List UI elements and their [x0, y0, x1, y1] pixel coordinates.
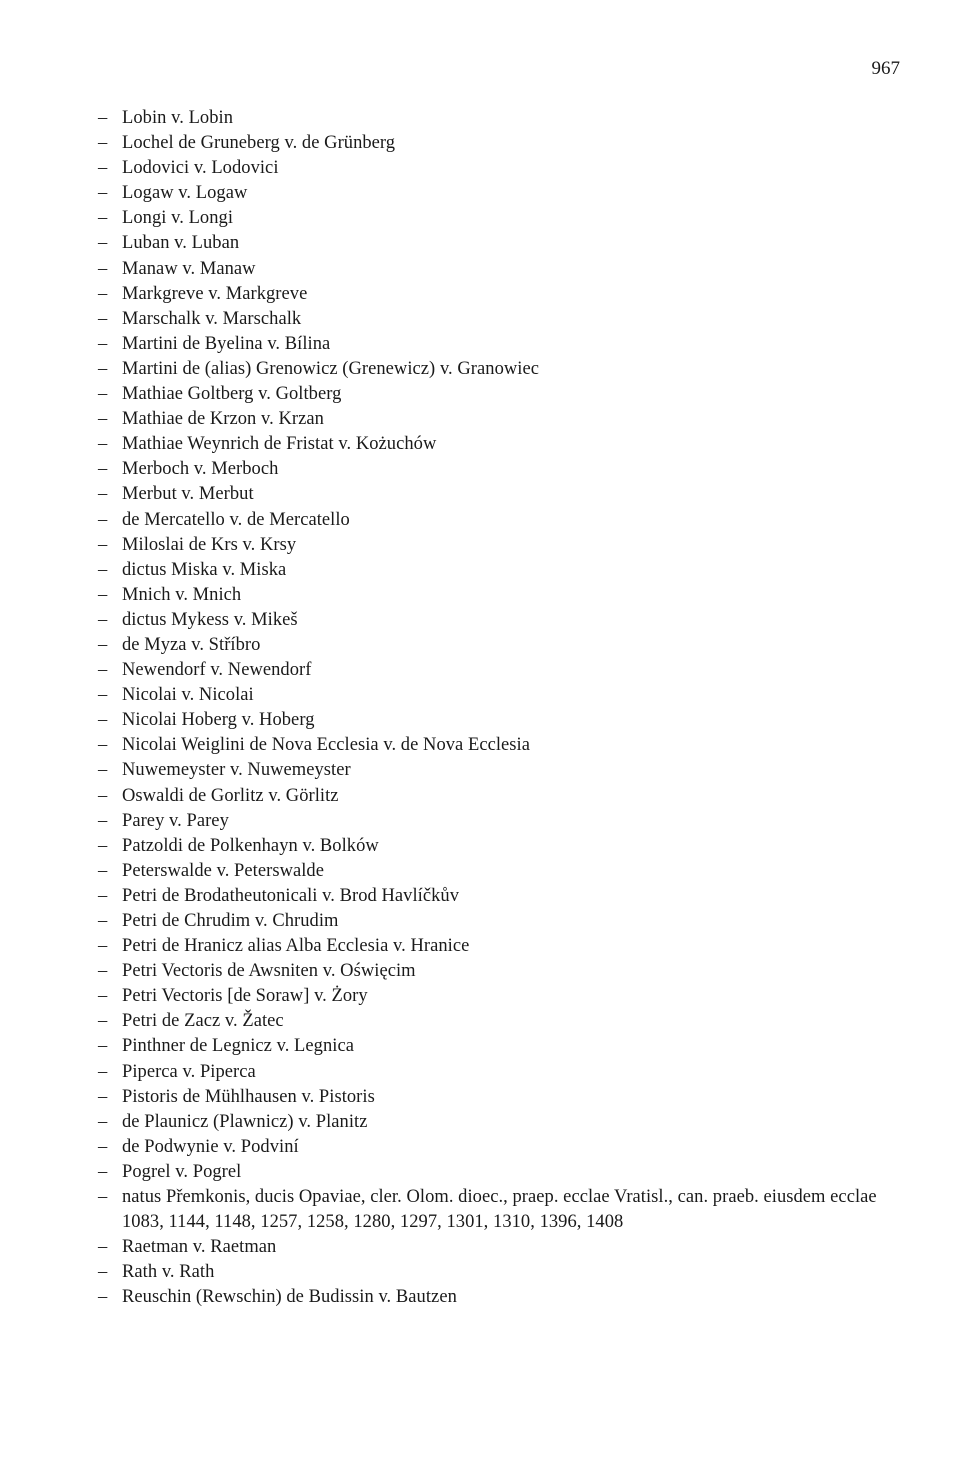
entry-dash: – — [98, 409, 108, 430]
list-item — [98, 1285, 903, 1310]
entry-text: de Mercatello v. de Mercatello — [122, 509, 350, 530]
list-item — [98, 959, 903, 984]
list-item — [98, 382, 903, 407]
entry-text: Markgreve v. Markgreve — [122, 283, 308, 304]
list-item — [98, 558, 903, 583]
entry-dash: – — [98, 459, 108, 480]
entry-text: Mathiae Goltberg v. Goltberg — [122, 384, 342, 405]
entry-dash: – — [98, 1237, 108, 1258]
entry-text: Merboch v. Merboch — [122, 459, 279, 480]
entry-dash: – — [98, 885, 108, 906]
list-item — [98, 131, 903, 156]
list-item — [98, 784, 903, 809]
list-item — [98, 231, 903, 256]
entry-text: Petri de Chrudim v. Chrudim — [122, 911, 339, 931]
entry-dash: – — [98, 308, 108, 329]
entry-text: Petri de Brodatheutonicali v. Brod Havlíčkův — [122, 885, 460, 906]
entry-text: Pistoris de Mühlhausen v. Pistoris — [122, 1086, 375, 1107]
entry-dash: – — [98, 509, 108, 530]
entry-text: de Podwynie v. Podviní — [122, 1136, 299, 1157]
entry-dash: – — [98, 208, 108, 229]
list-item — [98, 733, 903, 758]
entry-text: Manaw v. Manaw — [122, 258, 256, 279]
entry-text: Parey v. Parey — [122, 810, 229, 831]
list-item — [98, 658, 903, 683]
entry-text: Newendorf v. Newendorf — [122, 660, 312, 681]
list-item — [98, 583, 903, 608]
entry-dash: – — [98, 233, 108, 254]
index-entry-list — [98, 106, 903, 1311]
entry-dash: – — [98, 986, 108, 1007]
entry-text: Petri de Hranicz alias Alba Ecclesia v. Hranice — [122, 936, 470, 957]
entry-dash: – — [98, 1086, 108, 1107]
list-item — [98, 633, 903, 658]
entry-dash: – — [98, 1287, 108, 1308]
entry-dash: – — [98, 1136, 108, 1157]
entry-text: Mnich v. Mnich — [122, 584, 242, 605]
entry-dash: – — [98, 685, 108, 706]
entry-text: Petri de Zacz v. Žatec — [122, 1011, 284, 1032]
list-item — [98, 1110, 903, 1135]
list-item — [98, 307, 903, 332]
entry-text: Marschalk v. Marschalk — [122, 308, 302, 329]
entry-text: Pinthner de Legnicz v. Legnica — [122, 1036, 354, 1057]
entry-dash: – — [98, 1262, 108, 1283]
entry-text: Nicolai Weiglini de Nova Ecclesia v. de Nova Ecclesia — [122, 735, 531, 756]
entry-text: Petri Vectoris [de Soraw] v. Żory — [122, 986, 368, 1007]
entry-dash: – — [98, 1061, 108, 1082]
list-item — [98, 1034, 903, 1059]
entry-text: Luban v. Luban — [122, 233, 240, 254]
entry-text: Nicolai Hoberg v. Hoberg — [122, 710, 315, 731]
entry-dash: – — [98, 384, 108, 405]
entry-dash: – — [98, 183, 108, 204]
entry-text: Petri Vectoris de Awsniten v. Oświęcim — [122, 961, 416, 982]
list-item — [98, 332, 903, 357]
list-item — [98, 1185, 903, 1235]
list-item — [98, 884, 903, 909]
list-item — [98, 357, 903, 382]
list-item — [98, 156, 903, 181]
entry-dash: – — [98, 1111, 108, 1132]
list-item — [98, 407, 903, 432]
entry-dash: – — [98, 108, 108, 128]
list-item — [98, 1060, 903, 1085]
list-item — [98, 432, 903, 457]
list-item — [98, 859, 903, 884]
list-item — [98, 482, 903, 507]
list-item — [98, 508, 903, 533]
list-item — [98, 1085, 903, 1110]
list-item — [98, 909, 903, 934]
page-number: 967 — [871, 58, 900, 79]
entry-dash: – — [98, 660, 108, 681]
list-item — [98, 1160, 903, 1185]
entry-text: Lochel de Gruneberg v. de Grünberg — [122, 133, 396, 154]
list-item — [98, 758, 903, 783]
list-item — [98, 457, 903, 482]
entry-dash: – — [98, 133, 108, 154]
list-item — [98, 984, 903, 1009]
entry-dash: – — [98, 760, 108, 781]
entry-text: de Myza v. Stříbro — [122, 634, 261, 655]
list-item — [98, 1009, 903, 1034]
list-item — [98, 1135, 903, 1160]
list-item — [98, 257, 903, 282]
entry-text: Nicolai v. Nicolai — [122, 685, 254, 706]
entry-dash: – — [98, 860, 108, 881]
list-item — [98, 1235, 903, 1260]
entry-text: Pogrel v. Pogrel — [122, 1161, 242, 1182]
entry-text: Logaw v. Logaw — [122, 183, 248, 204]
entry-dash: – — [98, 810, 108, 831]
list-item — [98, 533, 903, 558]
list-item — [98, 206, 903, 231]
entry-dash: – — [98, 158, 108, 179]
entry-dash: – — [98, 1161, 108, 1182]
entry-dash: – — [98, 609, 108, 630]
entry-text: dictus Miska v. Miska — [122, 559, 287, 580]
entry-dash: – — [98, 584, 108, 605]
entry-dash: – — [98, 1036, 108, 1057]
entry-dash: – — [98, 936, 108, 957]
entry-dash: – — [98, 534, 108, 555]
list-item — [98, 683, 903, 708]
entry-dash: – — [98, 1011, 108, 1032]
entry-text: de Plaunicz (Plawnicz) v. Planitz — [122, 1111, 368, 1132]
entry-text: Longi v. Longi — [122, 208, 234, 229]
entry-dash: – — [98, 559, 108, 580]
entry-dash: – — [98, 961, 108, 982]
entry-text: natus Přemkonis, ducis Opaviae, cler. Olom. dioec., praep. ecclae Vratisl., can. praeb. eiusdem ecclae 1083, 1144, 1148, 1257, 1258, 1280, 1297, 1301, 1310, 1396, 1408 — [122, 1187, 877, 1233]
entry-text: Lodovici v. Lodovici — [122, 158, 279, 179]
entry-text: Martini de Byelina v. Bílina — [122, 333, 331, 354]
entry-text: Mathiae de Krzon v. Krzan — [122, 409, 324, 430]
list-item — [98, 608, 903, 633]
entry-dash: – — [98, 710, 108, 731]
entry-text: Rath v. Rath — [122, 1262, 215, 1283]
list-item — [98, 934, 903, 959]
entry-text: Raetman v. Raetman — [122, 1237, 277, 1258]
list-item — [98, 708, 903, 733]
list-item — [98, 106, 903, 131]
entry-dash: – — [98, 785, 108, 806]
entry-text: Martini de (alias) Grenowicz (Grenewicz) v. Granowiec — [122, 358, 539, 379]
entry-dash: – — [98, 911, 108, 931]
entry-dash: – — [98, 634, 108, 655]
entry-text: Mathiae Weynrich de Fristat v. Kożuchów — [122, 434, 437, 455]
entry-dash: – — [98, 333, 108, 354]
list-item — [98, 809, 903, 834]
entry-dash: – — [98, 283, 108, 304]
list-item — [98, 282, 903, 307]
list-item — [98, 1260, 903, 1285]
entry-dash: – — [98, 1187, 108, 1208]
entry-text: Lobin v. Lobin — [122, 108, 234, 128]
entry-text: Piperca v. Piperca — [122, 1061, 256, 1082]
entry-text: Reuschin (Rewschin) de Budissin v. Bautzen — [122, 1287, 457, 1308]
entry-text: Patzoldi de Polkenhayn v. Bolków — [122, 835, 379, 856]
entry-dash: – — [98, 434, 108, 455]
entry-text: Peterswalde v. Peterswalde — [122, 860, 324, 881]
entry-text: Miloslai de Krs v. Krsy — [122, 534, 297, 555]
entry-dash: – — [98, 835, 108, 856]
entry-dash: – — [98, 358, 108, 379]
entry-dash: – — [98, 735, 108, 756]
list-item — [98, 181, 903, 206]
entry-text: Merbut v. Merbut — [122, 484, 254, 505]
entry-text: dictus Mykess v. Mikeš — [122, 609, 298, 630]
entry-dash: – — [98, 258, 108, 279]
list-item — [98, 834, 903, 859]
entry-text: Oswaldi de Gorlitz v. Görlitz — [122, 785, 339, 806]
entry-text: Nuwemeyster v. Nuwemeyster — [122, 760, 351, 781]
entry-dash: – — [98, 484, 108, 505]
